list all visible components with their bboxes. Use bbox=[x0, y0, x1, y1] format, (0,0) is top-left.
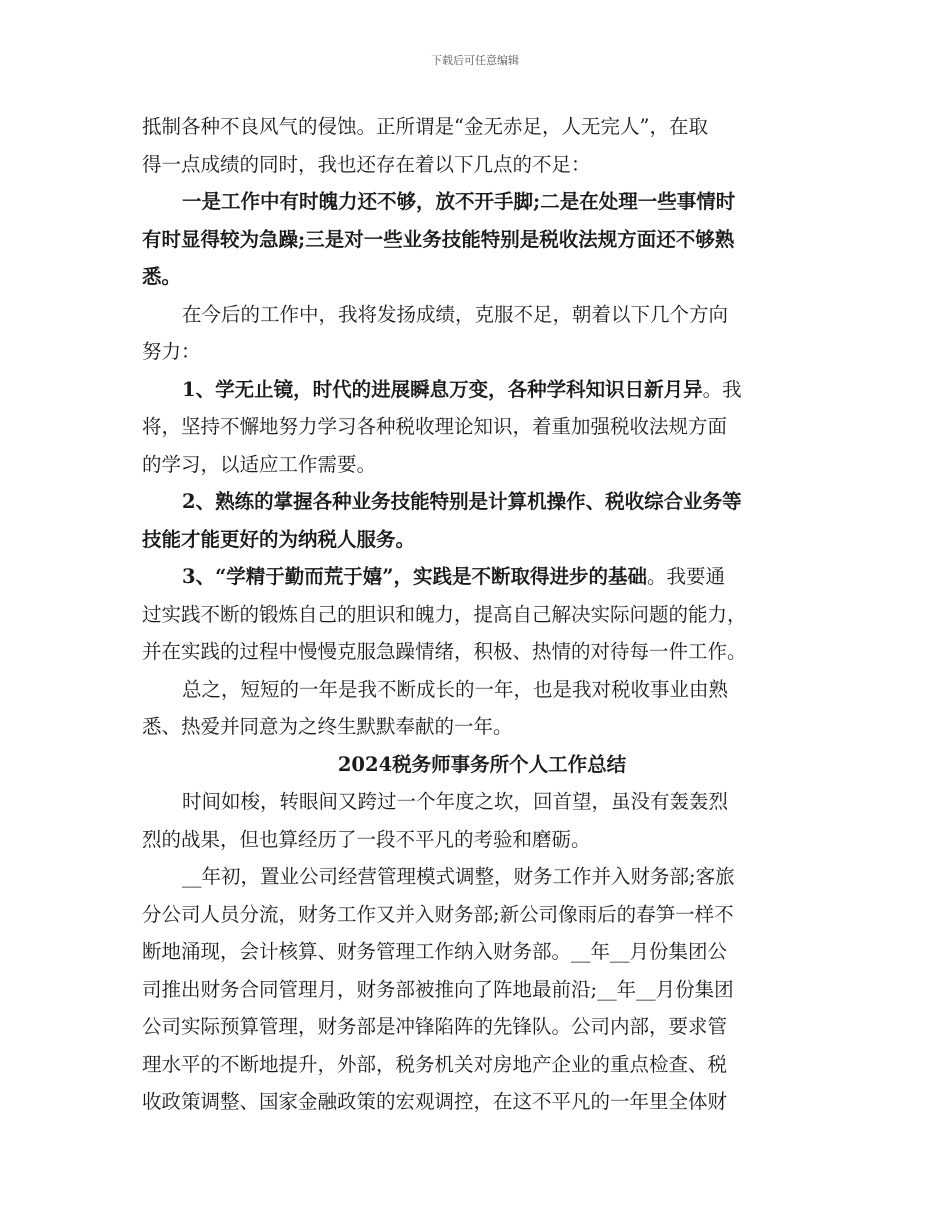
document-body bbox=[142, 108, 822, 1121]
text-line: 收政策调整、国家金融政策的宏观调控，在这不平凡的一年里全体财 bbox=[142, 1090, 728, 1113]
text-line: 并在实践的过程中慢慢克服急躁情绪，积极、热情的对待每一件工作。 bbox=[142, 640, 747, 663]
text-line: 的学习，以适应工作需要。 bbox=[142, 452, 377, 476]
text-line: 理水平的不断地提升，外部，税务机关对房地产企业的重点检查、税 bbox=[142, 1052, 728, 1076]
text-line: 抵制各种不良风气的侵蚀。正所谓是“金无赤足，人无完人”，在取 bbox=[142, 115, 708, 138]
text-line: 过实践不断的锻炼自己的胆识和魄力，提高自己解决实际问题的能力， bbox=[142, 602, 747, 626]
text-line: 2、熟练的掌握各种业务技能特别是计算机操作、税收综合业务等 bbox=[182, 490, 742, 513]
text-line: 有时显得较为急躁;三是对一些业务技能特别是税收法规方面还不够熟 bbox=[142, 227, 735, 251]
section-previous-summary bbox=[142, 108, 822, 746]
text-segment: 1、学无止镜，时代的进展瞬息万变，各种学科知识日新月异 bbox=[182, 377, 703, 401]
text-line: 在今后的工作中，我将发扬成绩，克服不足，朝着以下几个方向 bbox=[182, 302, 729, 326]
text-line: 时间如梭，转眼间又跨过一个年度之坎，回首望，虽没有轰轰烈 bbox=[182, 790, 729, 813]
text-line: 悉。 bbox=[142, 265, 182, 288]
section-new-summary bbox=[142, 783, 822, 1121]
text-line: 技能才能更好的为纳税人服务。 bbox=[142, 527, 416, 551]
text-line: 公司实际预算管理，财务部是冲锋陷阵的先锋队。公司内部，要求管 bbox=[142, 1015, 728, 1038]
text-line: 烈的战果，但也算经历了一段不平凡的考验和磨砺。 bbox=[142, 827, 591, 851]
text-line: 分公司人员分流，财务工作又并入财务部;新公司像雨后的春笋一样不 bbox=[142, 902, 734, 926]
text-segment: 3、“学精于勤而荒于嬉”，实践是不断取得进步的基础 bbox=[182, 565, 648, 588]
text-line: 总之，短短的一年是我不断成长的一年，也是我对税收事业由熟 bbox=[182, 677, 729, 701]
text-line: 一是工作中有时魄力还不够，放不开手脚;二是在处理一些事情时 bbox=[182, 190, 736, 213]
text-segment: 。我要通 bbox=[647, 565, 726, 588]
text-line: 悉、热爱并同意为之终生默默奉献的一年。 bbox=[142, 715, 513, 738]
page-header: 下载后可任意编辑 bbox=[431, 54, 519, 67]
text-line: 得一点成绩的同时，我也还存在着以下几点的不足： bbox=[142, 152, 591, 176]
text-line: __年初，置业公司经营管理模式调整，财务工作并入财务部;客旅 bbox=[182, 865, 735, 888]
text-line: 断地涌现，会计核算、财务管理工作纳入财务部。__年__月份集团公 bbox=[142, 940, 728, 963]
text-segment: 。我 bbox=[702, 377, 742, 401]
text-line bbox=[142, 558, 822, 596]
text-line: 将，坚持不懈地努力学习各种税收理论知识，着重加强税收法规方面 bbox=[142, 415, 728, 438]
text-line: 努力： bbox=[142, 340, 201, 363]
document-title: 2024税务师事务所个人工作总结 bbox=[337, 752, 627, 776]
text-line bbox=[142, 371, 822, 409]
text-line: 司推出财务合同管理月，财务部被推向了阵地最前沿;__年__月份集团 bbox=[142, 977, 734, 1001]
